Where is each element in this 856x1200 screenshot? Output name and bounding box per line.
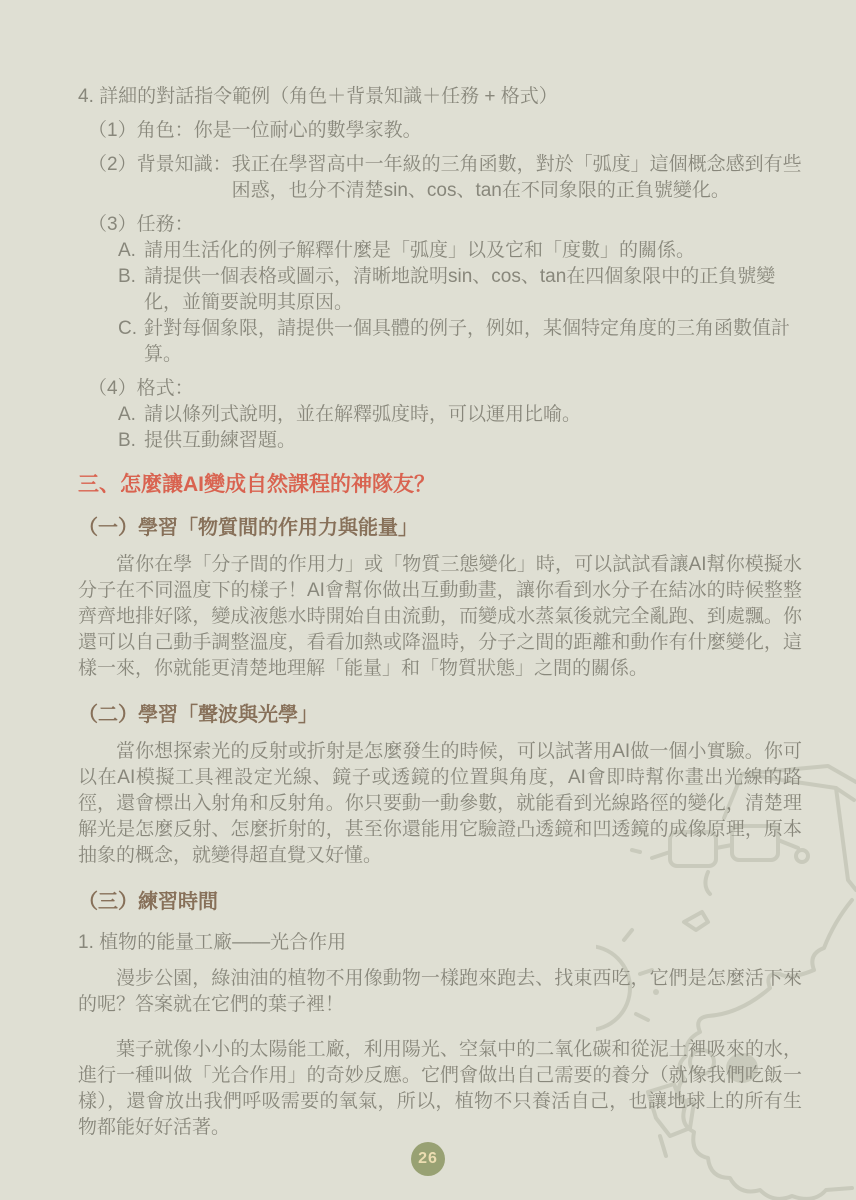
dialogue-item-1	[78, 118, 802, 144]
item-label: 格式：	[136, 378, 194, 399]
subsection-1-title: （一）學習「物質間的作用力與能量」	[78, 517, 418, 539]
subitem-text: 提供互動練習題。	[144, 430, 297, 451]
dialogue-item-3	[78, 212, 802, 238]
exercise-paragraph-2: 葉子就像小小的太陽能工廠，利用陽光、空氣中的二氧化碳和從泥土裡吸來的水，進行一種叫做「光合作用」的奇妙反應。它們會做出自己需要的養分（就像我們吃飯一樣），還會放出我們呼吸需要的氧氣，所以，植物不只養活自己，也讓地球上的所有生物都能好好活著。	[78, 1039, 802, 1138]
task-subitem-b	[78, 264, 802, 316]
subsection-1-paragraph: 當你在學「分子間的作用力」或「物質三態變化」時，可以試試看讓AI幫你模擬水分子在不同溫度下的樣子！AI會幫你做出互動動畫，讓你看到水分子在結冰的時候整整齊齊地排好隊，變成液態水時開始自由流動，而變成水蒸氣後就完全亂跑、到處飄。你還可以自己動手調整溫度，看看加熱或降溫時，分子之間的距離和動作有什麼變化，這樣一來，你就能更清楚地理解「能量」和「物質狀態」之間的關係。	[78, 554, 802, 679]
subitem-text: 針對每個象限，請提供一個具體的例子，例如，某個特定角度的三角函數值計算。	[144, 318, 791, 365]
subsection-2-title: （二）學習「聲波與光學」	[78, 704, 318, 726]
item-number: （4）	[88, 378, 137, 399]
subitem-marker: B.	[118, 266, 136, 287]
format-subitem-b	[78, 428, 802, 454]
item-text: 我正在學習高中一年級的三角函數，對於「弧度」這個概念感到有些困惑，也分不清楚sin、cos、tan在不同象限的正負號變化。	[231, 154, 802, 201]
exercise-title: 1. 植物的能量工廠——光合作用	[78, 932, 347, 953]
subitem-marker: C.	[118, 318, 137, 339]
subsection-3-title: （三）練習時間	[78, 891, 218, 913]
subsection-2-paragraph: 當你想探索光的反射或折射是怎麼發生的時候，可以試著用AI做一個小實驗。你可以在AI模擬工具裡設定光線、鏡子或透鏡的位置與角度，AI會即時幫你畫出光線的路徑，還會標出入射角和反射角。你只要動一動參數，就能看到光線路徑的變化，清楚理解光是怎麼反射、怎麼折射的，甚至你還能用它驗證凸透鏡和凹透鏡的成像原理，原本抽象的概念，就變得超直覺又好懂。	[78, 741, 802, 866]
section-3-title: 三、怎麼讓AI變成自然課程的神隊友？	[78, 473, 435, 496]
subitem-text: 請用生活化的例子解釋什麼是「弧度」以及它和「度數」的關係。	[144, 240, 696, 261]
task-subitem-c	[78, 316, 802, 368]
subitem-text: 請提供一個表格或圖示，清晰地說明sin、cos、tan在四個象限中的正負號變化，並簡要說明其原因。	[144, 266, 776, 313]
dialogue-item-2	[78, 152, 802, 204]
subitem-marker: A.	[118, 404, 136, 425]
page-number: 26	[418, 1150, 438, 1167]
item-number: （2）	[88, 154, 137, 175]
task-subitem-a	[78, 238, 802, 264]
page-number-badge	[411, 1142, 445, 1176]
item-text: 你是一位耐心的數學家教。	[193, 120, 422, 141]
item-label: 角色：	[136, 120, 194, 141]
subitem-marker: B.	[118, 430, 136, 451]
subitem-marker: A.	[118, 240, 136, 261]
dialogue-item-4	[78, 376, 802, 402]
item-label: 任務：	[136, 214, 194, 235]
dialogue-example-title: 4. 詳細的對話指令範例（角色＋背景知識＋任務 + 格式）	[78, 86, 558, 107]
subitem-text: 請以條列式說明，並在解釋弧度時，可以運用比喻。	[144, 404, 582, 425]
item-number: （3）	[88, 214, 137, 235]
item-label: 背景知識：	[136, 154, 232, 175]
item-number: （1）	[88, 120, 137, 141]
exercise-paragraph-1: 漫步公園，綠油油的植物不用像動物一樣跑來跑去、找東西吃，它們是怎麼活下來的呢？答案就在它們的葉子裡！	[78, 968, 802, 1015]
format-subitem-a	[78, 402, 802, 428]
